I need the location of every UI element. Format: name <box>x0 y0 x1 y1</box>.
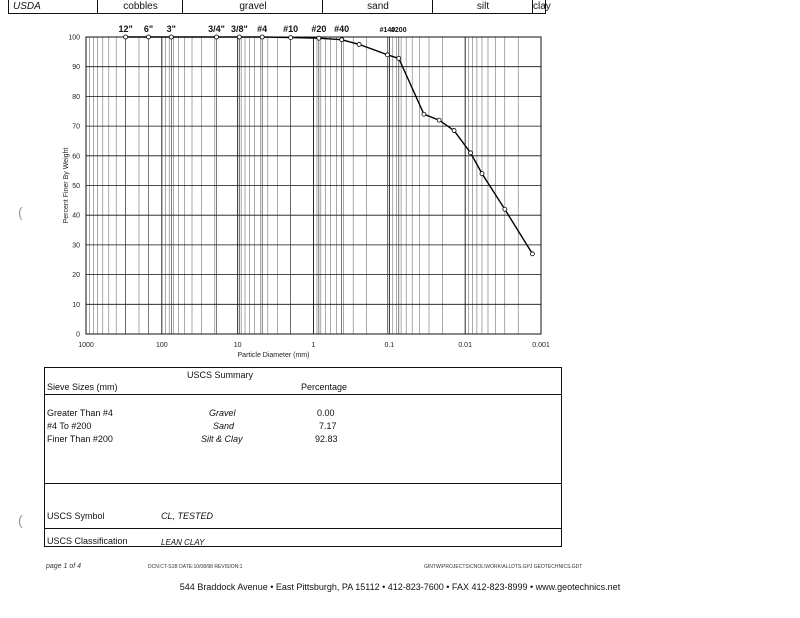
sieve-label: #20 <box>311 24 327 34</box>
footer-file-path: GINTW\PROJECTS\CNOL\WORK\ALLDTS.GPJ GEOTECHNICS.GDT <box>424 564 583 570</box>
x-tick-label: 10 <box>233 342 242 349</box>
sieve-label: #4 <box>257 24 268 34</box>
y-tick-label: 30 <box>72 242 80 250</box>
usda-cell-cobbles: cobbles <box>97 0 183 13</box>
row-gravel-sieve: Greater Than #4 <box>47 408 113 418</box>
y-tick-label: 10 <box>72 301 80 309</box>
row-gravel-pct: 0.00 <box>317 408 335 418</box>
data-point <box>169 35 173 39</box>
usda-cell-sand: sand <box>322 0 433 13</box>
x-tick-label: 0.01 <box>458 342 472 349</box>
uscs-classification-label: USCS Classification <box>47 536 128 546</box>
usda-cell-usda: USDA <box>13 1 41 12</box>
percentage-header: Percentage <box>301 382 348 392</box>
data-point <box>452 129 456 133</box>
summary-divider <box>45 483 561 484</box>
data-point <box>124 35 128 39</box>
symbol-divider <box>45 528 561 529</box>
x-tick-label: 1 <box>311 342 316 349</box>
data-point <box>385 53 389 57</box>
usda-cell-clay: clay <box>533 1 551 12</box>
sieve-label: #10 <box>283 24 299 34</box>
data-point <box>340 38 344 42</box>
usda-cell-gravel: gravel <box>182 0 323 13</box>
y-axis-label: Percent Finer By Weight <box>63 147 70 224</box>
header-divider <box>45 394 561 395</box>
punch-hole-mark: ( <box>18 204 23 220</box>
data-point <box>530 252 534 256</box>
grain-size-chart <box>0 14 560 364</box>
data-point <box>503 207 507 211</box>
sieve-label: #200 <box>391 27 407 34</box>
data-point <box>422 112 426 116</box>
sieve-label: 12" <box>118 24 133 34</box>
row-fines-sieve: Finer Than #200 <box>47 434 113 444</box>
sieve-label: 3/4" <box>208 24 225 34</box>
x-tick-label: 0.1 <box>384 342 395 349</box>
punch-hole-mark: ( <box>18 512 23 528</box>
y-tick-label: 20 <box>72 272 80 280</box>
row-fines-type: Silt & Clay <box>201 434 243 444</box>
data-point <box>237 35 241 39</box>
row-sand-sieve: #4 To #200 <box>47 421 92 431</box>
row-sand-type: Sand <box>213 421 235 431</box>
y-tick-label: 70 <box>72 123 80 131</box>
company-address: 544 Braddock Avenue • East Pittsburgh, PA 15112 • 412-823-7600 • FAX 412-823-8999 • www.geotechnics.net <box>179 582 621 592</box>
x-tick-label: 1000 <box>78 342 94 349</box>
sieve-label: 6" <box>143 24 154 34</box>
data-point <box>260 35 264 39</box>
y-tick-label: 80 <box>72 93 80 101</box>
x-tick-label: 100 <box>155 342 168 349</box>
uscs-symbol-value: CL, TESTED <box>161 511 214 521</box>
data-point <box>469 151 473 155</box>
usda-classification-bar <box>8 0 551 14</box>
chart-grid <box>86 37 541 334</box>
data-point <box>146 35 150 39</box>
y-tick-label: 40 <box>72 212 80 220</box>
uscs-summary-box <box>44 367 562 547</box>
x-axis-label: Particle Diameter (mm) <box>237 352 310 359</box>
data-point <box>215 35 219 39</box>
y-tick-label: 100 <box>68 34 80 42</box>
x-tick-label: 0.001 <box>532 342 550 349</box>
y-tick-label: 50 <box>72 183 80 190</box>
x-axis-ticks <box>78 342 550 349</box>
sieve-label: #40 <box>334 24 350 34</box>
y-tick-label: 90 <box>72 64 80 72</box>
sieve-sizes-header: Sieve Sizes (mm) <box>47 382 118 392</box>
data-point <box>437 118 441 122</box>
gradation-line <box>126 37 533 254</box>
row-sand-pct: 7.17 <box>319 421 337 431</box>
y-tick-label: 0 <box>76 331 80 339</box>
usda-cell-silt: silt <box>432 0 533 13</box>
page-number: page 1 of 4 <box>46 563 82 570</box>
data-point <box>480 172 484 176</box>
data-point <box>357 42 361 46</box>
y-axis-ticks <box>68 35 80 339</box>
data-point <box>397 56 401 60</box>
uscs-symbol-label: USCS Symbol <box>47 511 105 521</box>
row-fines-pct: 92.83 <box>315 434 338 444</box>
uscs-classification-value: LEAN CLAY <box>161 538 205 547</box>
sieve-label: 3/8" <box>230 24 248 34</box>
y-tick-label: 60 <box>72 153 80 161</box>
row-gravel-type: Gravel <box>209 408 236 418</box>
footer-document-code: DCN:CT-S1B DATE:10/08/98 REVISION:1 <box>148 564 243 570</box>
sieve-label: 3" <box>166 24 176 34</box>
sieve-label: #140 <box>379 27 396 34</box>
summary-title: USCS Summary <box>187 370 254 380</box>
data-point <box>289 36 293 40</box>
data-point <box>317 36 321 40</box>
